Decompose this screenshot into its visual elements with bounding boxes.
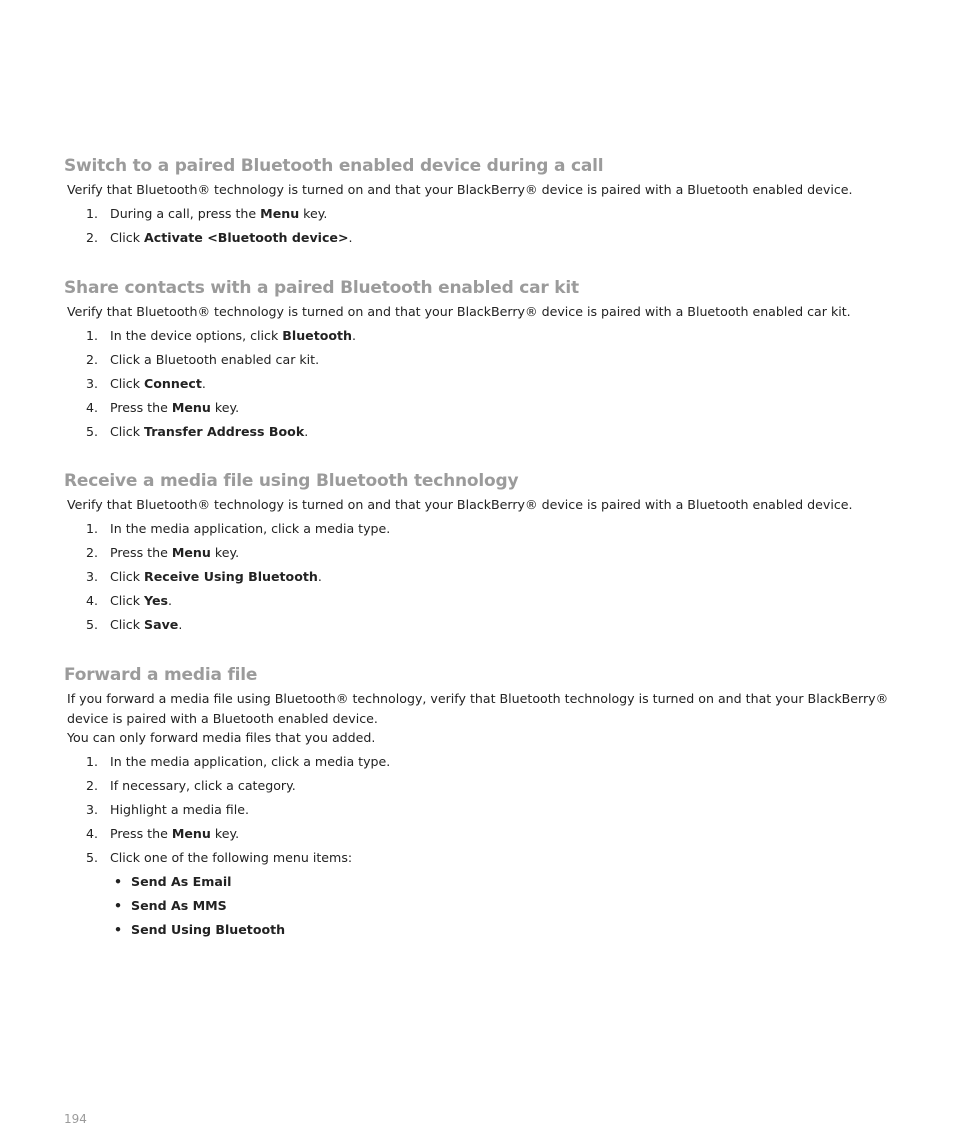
step-text-end: . xyxy=(304,423,309,439)
bullet-text: Send As MMS xyxy=(131,897,227,913)
bullet-text: Send Using Bluetooth xyxy=(131,921,286,937)
bullet-icon: • xyxy=(114,873,123,889)
step-text-end: . xyxy=(201,375,206,391)
bullet-item xyxy=(64,894,904,918)
step-ui-term: Receive Using Bluetooth xyxy=(144,568,318,584)
step-number: 5. xyxy=(86,616,99,632)
step-text: In the media application, click a media type. xyxy=(110,753,391,769)
step-ui-term: Menu xyxy=(171,825,211,841)
step-item xyxy=(64,798,904,822)
step-number: 3. xyxy=(86,801,99,817)
bullet-icon: • xyxy=(114,921,123,937)
menu-items-list xyxy=(64,870,904,942)
page-number: 194 xyxy=(64,1112,87,1126)
section-heading: Receive a media file using Bluetooth technology xyxy=(64,471,519,491)
step-number: 1. xyxy=(86,753,99,769)
step-number: 1. xyxy=(86,205,99,221)
step-text-end: . xyxy=(178,616,183,632)
step-item xyxy=(64,324,904,348)
step-number: 4. xyxy=(86,825,99,841)
bullet-item xyxy=(64,870,904,894)
step-ui-term: Menu xyxy=(171,399,211,415)
step-ui-term: Activate <Bluetooth device> xyxy=(144,229,349,245)
step-ui-term: Yes xyxy=(144,592,169,608)
step-text: Click a Bluetooth enabled car kit. xyxy=(110,351,320,367)
step-text: In the media application, click a media type. xyxy=(110,520,391,536)
step-item xyxy=(64,589,904,613)
step-number: 3. xyxy=(86,375,99,391)
section-intro: Verify that Bluetooth® technology is turned on and that your BlackBerry® device is paired with a Bluetooth enabled device. xyxy=(67,497,853,512)
step-text: Click xyxy=(110,229,145,245)
step-text: Click xyxy=(110,568,145,584)
step-text-end: . xyxy=(317,568,322,584)
step-number: 2. xyxy=(86,229,99,245)
section-switch-device xyxy=(64,155,904,250)
step-item xyxy=(64,396,904,420)
step-text-end: . xyxy=(352,327,357,343)
step-text-end: key. xyxy=(210,399,240,415)
section-forward-media xyxy=(64,664,904,942)
step-item xyxy=(64,565,904,589)
bullet-item xyxy=(64,918,904,942)
step-number: 4. xyxy=(86,592,99,608)
step-number: 2. xyxy=(86,777,99,793)
step-item xyxy=(64,613,904,637)
step-text-end: key. xyxy=(210,825,240,841)
section-heading: Forward a media file xyxy=(64,665,258,685)
step-text-end: key. xyxy=(299,205,328,221)
step-text: Click xyxy=(110,616,145,632)
step-number: 2. xyxy=(86,544,99,560)
step-item xyxy=(64,372,904,396)
step-item xyxy=(64,420,904,444)
step-item xyxy=(64,846,904,870)
steps-list xyxy=(64,202,904,250)
section-intro: Verify that Bluetooth® technology is turned on and that your BlackBerry® device is paired with a Bluetooth enabled device. xyxy=(67,182,853,197)
step-item xyxy=(64,348,904,372)
step-text: Press the xyxy=(110,825,172,841)
step-number: 4. xyxy=(86,399,99,415)
step-item xyxy=(64,517,904,541)
step-number: 2. xyxy=(86,351,99,367)
step-ui-term: Bluetooth xyxy=(282,327,353,343)
step-number: 5. xyxy=(86,423,99,439)
step-item xyxy=(64,226,904,250)
step-number: 1. xyxy=(86,327,99,343)
step-item xyxy=(64,774,904,798)
step-ui-term: Transfer Address Book xyxy=(144,423,305,439)
bullet-text: Send As Email xyxy=(131,873,232,889)
section-note: You can only forward media files that you added. xyxy=(67,730,376,745)
steps-list xyxy=(64,324,904,444)
step-ui-term: Menu xyxy=(171,544,211,560)
step-item xyxy=(64,202,904,226)
step-item xyxy=(64,750,904,774)
step-text: Press the xyxy=(110,399,172,415)
step-ui-term: Connect xyxy=(144,375,202,391)
step-item xyxy=(64,822,904,846)
step-item xyxy=(64,541,904,565)
step-text: Highlight a media file. xyxy=(110,801,249,817)
step-text: Click one of the following menu items: xyxy=(110,849,353,865)
section-heading: Share contacts with a paired Bluetooth enabled car kit xyxy=(64,278,579,298)
step-text: Press the xyxy=(110,544,172,560)
step-text: If necessary, click a category. xyxy=(110,777,296,793)
section-heading: Switch to a paired Bluetooth enabled device during a call xyxy=(64,156,604,176)
section-receive-media xyxy=(64,470,904,637)
step-number: 5. xyxy=(86,849,99,865)
section-intro: If you forward a media file using Bluetooth® technology, verify that Bluetooth technology is turned on and that your BlackBerry® device is paired with a Bluetooth enabled device. xyxy=(67,691,889,726)
step-ui-term: Menu xyxy=(260,205,300,221)
step-number: 3. xyxy=(86,568,99,584)
section-intro: Verify that Bluetooth® technology is turned on and that your BlackBerry® device is paired with a Bluetooth enabled car kit. xyxy=(67,304,851,319)
step-text-end: . xyxy=(168,592,173,608)
steps-list xyxy=(64,750,904,870)
step-number: 1. xyxy=(86,520,99,536)
step-text: Click xyxy=(110,375,145,391)
step-text: Click xyxy=(110,423,145,439)
section-share-contacts xyxy=(64,277,904,444)
step-text-end: key. xyxy=(210,544,240,560)
bullet-icon: • xyxy=(114,897,123,913)
step-text: During a call, press the xyxy=(110,205,261,221)
step-ui-term: Save xyxy=(144,616,179,632)
step-text: In the device options, click xyxy=(110,327,283,343)
step-text-end: . xyxy=(348,229,353,245)
step-text: Click xyxy=(110,592,145,608)
steps-list xyxy=(64,517,904,637)
